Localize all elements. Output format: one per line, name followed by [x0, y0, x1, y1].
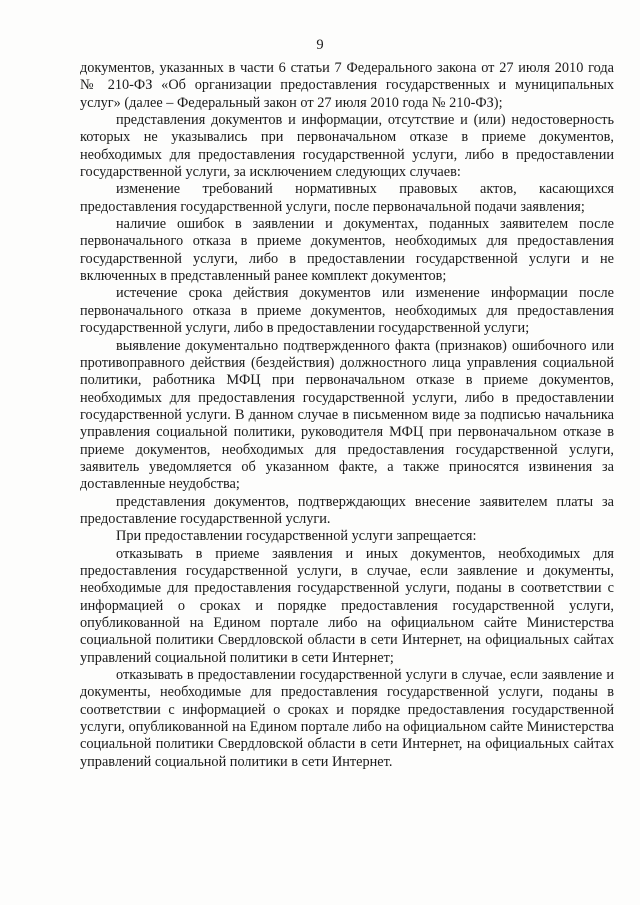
- paragraph-8: При предоставлении государственной услуги запрещается:: [116, 528, 477, 545]
- paragraph-1: документов, указанных в части 6 статьи 7 Федерального закона от 27 июля 2010 года № 210-ФЗ «Об организации предоставления государственных и муниципальных услуг» (далее – Федеральный закон от 27 июля 2010 года № 210-ФЗ);: [80, 60, 614, 111]
- document-body: [80, 60, 614, 771]
- page-number: 9: [316, 37, 324, 53]
- paragraph-9: отказывать в приеме заявления и иных документов, необходимых для предоставления государственной услуги, в случае, если заявление и документы, необходимые для предоставления государственной услуги, поданы в соответствии с информацией о сроках и порядке предоставления государственной услуги, опубликованной на Едином портале либо на официальном сайте Министерства социальной политики Свердловской области в сети Интернет, на официальных сайтах управлений социальной политики в сети Интернет;: [80, 545, 614, 666]
- paragraph-4: наличие ошибок в заявлении и документах, поданных заявителем после первоначального отказа в приеме документов, необходимых для предоставления государственной услуги, либо в предоставлении государственной услуги и не включенных в представленный ранее комплект документов;: [80, 216, 614, 285]
- paragraph-7: представления документов, подтверждающих внесение заявителем платы за предоставление государственной услуги.: [80, 493, 614, 527]
- paragraph-6: выявление документально подтвержденного факта (признаков) ошибочного или противоправного действия (бездействия) должностного лица управления социальной политики, работника МФЦ при первоначальном отказе в приеме документов, необходимых для предоставления государственной услуги, либо в предоставлении государственной услуги. В данном случае в письменном виде за подписью начальника управления социальной политики, руководителя МФЦ при первоначальном отказе в приеме документов, необходимых для предоставления государственной услуги, заявитель уведомляется об указанном факте, а также приносятся извинения за доставленные неудобства;: [80, 337, 614, 493]
- paragraph-10: отказывать в предоставлении государственной услуги в случае, если заявление и документы, необходимые для предоставления государственной услуги, поданы в соответствии с информацией о сроках и порядке предоставления государственной услуги, опубликованной на Едином портале либо на официальном сайте Министерства социальной политики Свердловской области в сети Интернет, на официальных сайтах управлений социальной политики в сети Интернет.: [80, 667, 614, 770]
- paragraph-5: истечение срока действия документов или изменение информации после первоначального отказа в приеме документов, необходимых для предоставления государственной услуги, либо в предоставлении государственной услуги;: [80, 285, 614, 337]
- paragraph-2: представления документов и информации, отсутствие и (или) недостоверность которых не указывались при первоначальном отказе в приеме документов, необходимых для предоставления государственной услуги, либо в предоставлении государственной услуги, за исключением следующих случаев:: [80, 112, 614, 181]
- paragraph-3: изменение требований нормативных правовых актов, касающихся предоставления государственной услуги, после первоначальной подачи заявления;: [80, 181, 614, 215]
